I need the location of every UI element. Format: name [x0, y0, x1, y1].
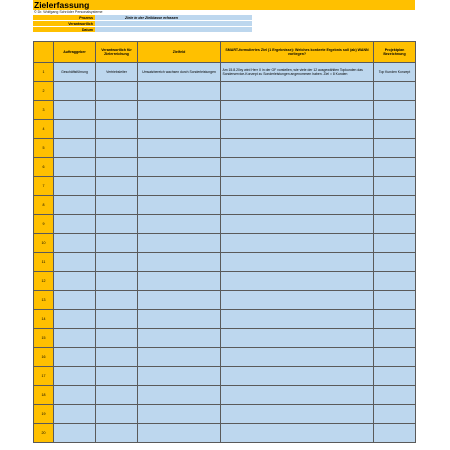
table-row	[34, 158, 416, 177]
cell-auftraggeber[interactable]	[54, 310, 96, 329]
cell-smart-ziel[interactable]	[221, 82, 374, 101]
table-row	[34, 177, 416, 196]
header-auftraggeber: Auftraggeber	[54, 42, 96, 63]
cell-zielfeld[interactable]	[138, 253, 221, 272]
row-number: 5	[34, 139, 54, 158]
table-row	[34, 82, 416, 101]
cell-verantwortlich[interactable]	[96, 310, 138, 329]
table-row	[34, 424, 416, 443]
cell-verantwortlich[interactable]	[96, 405, 138, 424]
cell-auftraggeber[interactable]	[54, 405, 96, 424]
table-row	[34, 367, 416, 386]
meta-label-datum: Datum	[33, 27, 95, 33]
cell-zielfeld[interactable]	[138, 120, 221, 139]
cell-projektplan[interactable]	[374, 291, 416, 310]
table-row	[34, 101, 416, 120]
cell-zielfeld[interactable]	[138, 101, 221, 120]
header-number	[34, 42, 54, 63]
row-number: 16	[34, 348, 54, 367]
meta-label-prozess: Prozess	[33, 15, 95, 21]
cell-projektplan[interactable]	[374, 139, 416, 158]
cell-verantwortlich[interactable]: Vertriebsleiter	[96, 63, 138, 82]
cell-smart-ziel[interactable]	[221, 367, 374, 386]
meta-row-datum	[33, 27, 415, 33]
row-number: 11	[34, 253, 54, 272]
cell-auftraggeber[interactable]: Geschäftsführung	[54, 63, 96, 82]
table-row	[34, 215, 416, 234]
cell-verantwortlich[interactable]	[96, 158, 138, 177]
row-number: 19	[34, 405, 54, 424]
cell-verantwortlich[interactable]	[96, 120, 138, 139]
cell-zielfeld[interactable]: Umsatzbereich wachsen durch Sonderleistungen	[138, 63, 221, 82]
cell-auftraggeber[interactable]	[54, 367, 96, 386]
cell-auftraggeber[interactable]	[54, 234, 96, 253]
header-smart-ziel: SMART-formuliertes Ziel (1 Ergebnisse): Welches konkrete Ergebnis soll (ab) WANN vorliegen?	[221, 42, 374, 63]
row-number: 7	[34, 177, 54, 196]
sheet-title: Zielerfassung	[33, 0, 415, 10]
row-number: 10	[34, 234, 54, 253]
table-body	[34, 63, 416, 443]
row-number: 13	[34, 291, 54, 310]
table-row	[34, 253, 416, 272]
cell-auftraggeber[interactable]	[54, 386, 96, 405]
cell-verantwortlich[interactable]	[96, 386, 138, 405]
cell-zielfeld[interactable]	[138, 386, 221, 405]
table-row	[34, 272, 416, 291]
table-row	[34, 329, 416, 348]
cell-projektplan[interactable]	[374, 253, 416, 272]
cell-smart-ziel[interactable]	[221, 196, 374, 215]
goals-table	[33, 41, 416, 443]
cell-smart-ziel[interactable]	[221, 177, 374, 196]
cell-projektplan[interactable]	[374, 272, 416, 291]
cell-projektplan[interactable]	[374, 348, 416, 367]
cell-auftraggeber[interactable]	[54, 82, 96, 101]
cell-zielfeld[interactable]	[138, 234, 221, 253]
cell-projektplan[interactable]	[374, 177, 416, 196]
cell-projektplan[interactable]	[374, 367, 416, 386]
row-number: 2	[34, 82, 54, 101]
cell-projektplan[interactable]	[374, 386, 416, 405]
cell-smart-ziel[interactable]	[221, 101, 374, 120]
cell-zielfeld[interactable]	[138, 367, 221, 386]
cell-projektplan[interactable]	[374, 310, 416, 329]
table-header-row	[34, 42, 416, 63]
cell-projektplan[interactable]	[374, 405, 416, 424]
cell-smart-ziel[interactable]	[221, 253, 374, 272]
meta-value-prozess[interactable]: Ziele in der Zielklasse erfassen	[95, 15, 252, 21]
cell-projektplan[interactable]	[374, 329, 416, 348]
row-number: 8	[34, 196, 54, 215]
cell-auftraggeber[interactable]	[54, 272, 96, 291]
cell-projektplan[interactable]: Top Kunden Konzept	[374, 63, 416, 82]
cell-verantwortlich[interactable]	[96, 234, 138, 253]
cell-verantwortlich[interactable]	[96, 367, 138, 386]
row-number: 12	[34, 272, 54, 291]
cell-projektplan[interactable]	[374, 424, 416, 443]
row-number: 9	[34, 215, 54, 234]
cell-projektplan[interactable]	[374, 234, 416, 253]
row-number: 18	[34, 386, 54, 405]
cell-zielfeld[interactable]	[138, 177, 221, 196]
row-number: 3	[34, 101, 54, 120]
cell-auftraggeber[interactable]	[54, 253, 96, 272]
cell-smart-ziel[interactable]	[221, 272, 374, 291]
cell-verantwortlich[interactable]	[96, 329, 138, 348]
cell-zielfeld[interactable]	[138, 139, 221, 158]
cell-zielfeld[interactable]	[138, 310, 221, 329]
cell-verantwortlich[interactable]	[96, 272, 138, 291]
cell-verantwortlich[interactable]	[96, 101, 138, 120]
cell-zielfeld[interactable]	[138, 215, 221, 234]
cell-projektplan[interactable]	[374, 215, 416, 234]
header-verantwortlich: Verantwortlich für Zielerreichung	[96, 42, 138, 63]
cell-zielfeld[interactable]	[138, 196, 221, 215]
meta-label-verantwortlich: Verantwortlich	[33, 21, 95, 27]
cell-zielfeld[interactable]	[138, 158, 221, 177]
cell-smart-ziel[interactable]	[221, 386, 374, 405]
cell-auftraggeber[interactable]	[54, 291, 96, 310]
cell-projektplan[interactable]	[374, 82, 416, 101]
cell-auftraggeber[interactable]	[54, 120, 96, 139]
row-number: 1	[34, 63, 54, 82]
cell-smart-ziel[interactable]	[221, 234, 374, 253]
table-row	[34, 348, 416, 367]
spreadsheet	[33, 0, 415, 443]
cell-zielfeld[interactable]	[138, 329, 221, 348]
cell-zielfeld[interactable]	[138, 82, 221, 101]
cell-zielfeld[interactable]	[138, 405, 221, 424]
cell-projektplan[interactable]	[374, 120, 416, 139]
table-row	[34, 405, 416, 424]
cell-smart-ziel[interactable]: Am 15.8.20xy wird Herr X in der GF vorstellen, wie viele der 12 ausgewählten Topkunden das Sonderservice-Konzept zu Sonderleistungen angenommen haben. Ziel = 8 Kunden	[221, 63, 374, 82]
cell-verantwortlich[interactable]	[96, 215, 138, 234]
cell-zielfeld[interactable]	[138, 272, 221, 291]
row-number: 14	[34, 310, 54, 329]
row-number: 17	[34, 367, 54, 386]
cell-auftraggeber[interactable]	[54, 329, 96, 348]
cell-auftraggeber[interactable]	[54, 348, 96, 367]
table-row	[34, 291, 416, 310]
cell-zielfeld[interactable]	[138, 424, 221, 443]
table-row	[34, 120, 416, 139]
cell-zielfeld[interactable]	[138, 348, 221, 367]
cell-verantwortlich[interactable]	[96, 253, 138, 272]
cell-smart-ziel[interactable]	[221, 348, 374, 367]
cell-smart-ziel[interactable]	[221, 291, 374, 310]
cell-smart-ziel[interactable]	[221, 310, 374, 329]
row-number: 20	[34, 424, 54, 443]
cell-projektplan[interactable]	[374, 158, 416, 177]
cell-smart-ziel[interactable]	[221, 405, 374, 424]
table-row	[34, 234, 416, 253]
cell-smart-ziel[interactable]	[221, 158, 374, 177]
cell-smart-ziel[interactable]	[221, 139, 374, 158]
cell-auftraggeber[interactable]	[54, 101, 96, 120]
table-row	[34, 310, 416, 329]
cell-auftraggeber[interactable]	[54, 158, 96, 177]
cell-smart-ziel[interactable]	[221, 424, 374, 443]
table-row	[34, 386, 416, 405]
header-zielfeld: Zielfeld	[138, 42, 221, 63]
cell-auftraggeber[interactable]	[54, 424, 96, 443]
cell-projektplan[interactable]	[374, 196, 416, 215]
cell-verantwortlich[interactable]	[96, 177, 138, 196]
row-number: 6	[34, 158, 54, 177]
cell-auftraggeber[interactable]	[54, 139, 96, 158]
table-row	[34, 139, 416, 158]
cell-verantwortlich[interactable]	[96, 291, 138, 310]
cell-verantwortlich[interactable]	[96, 139, 138, 158]
copyright-note: © Dr. Wolfgang Schröder Personalsysteme	[34, 10, 103, 14]
cell-auftraggeber[interactable]	[54, 215, 96, 234]
table-row	[34, 63, 416, 82]
header-projektplan: Projektplan Bezeichnung	[374, 42, 416, 63]
cell-verantwortlich[interactable]	[96, 196, 138, 215]
cell-verantwortlich[interactable]	[96, 424, 138, 443]
cell-auftraggeber[interactable]	[54, 196, 96, 215]
cell-smart-ziel[interactable]	[221, 120, 374, 139]
cell-verantwortlich[interactable]	[96, 82, 138, 101]
row-number: 4	[34, 120, 54, 139]
cell-verantwortlich[interactable]	[96, 348, 138, 367]
meta-value-datum[interactable]	[95, 27, 252, 33]
table-row	[34, 196, 416, 215]
cell-auftraggeber[interactable]	[54, 177, 96, 196]
cell-smart-ziel[interactable]	[221, 215, 374, 234]
cell-smart-ziel[interactable]	[221, 329, 374, 348]
row-number: 15	[34, 329, 54, 348]
cell-zielfeld[interactable]	[138, 291, 221, 310]
cell-projektplan[interactable]	[374, 101, 416, 120]
